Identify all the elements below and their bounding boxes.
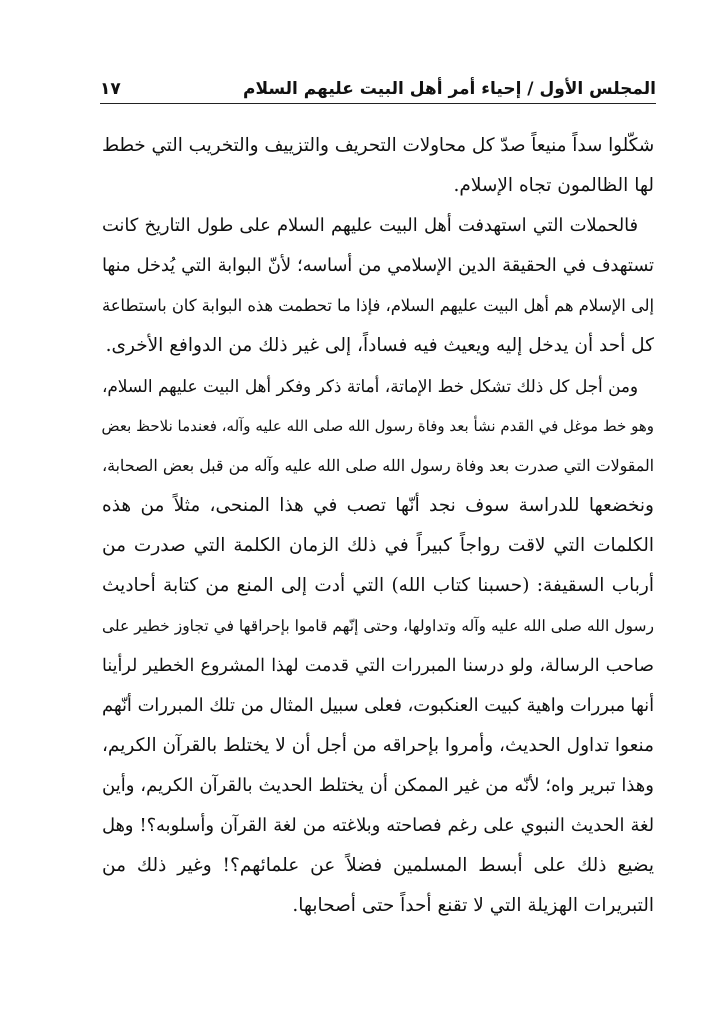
body-text	[102, 126, 654, 926]
text-line: تستهدف في الحقيقة الدين الإسلامي من أساسه؛ لأنّ البوابة التي يُدخل منها	[102, 256, 654, 276]
text-line: الكلمات التي لاقت رواجاً كبيراً في ذلك الزمان الكلمة التي صدرت من	[102, 535, 654, 556]
text-line: شكّلوا سداً منيعاً صدّ كل محاولات التحريف والتزييف والتخريب التي خطط	[102, 135, 654, 156]
text-line: رسول الله صلى الله عليه وآله وتداولها، وحتى إنّهم قاموا بإحراقها في تجاوز خطير على	[102, 617, 654, 635]
text-line: إلى الإسلام هم أهل البيت عليهم السلام، فإذا ما تحطمت هذه البوابة كان باستطاعة	[102, 296, 654, 315]
text-line: ونخضعها للدراسة سوف نجد أنّها تصب في هذا المنحى، مثلاً من هذه	[102, 495, 654, 516]
text-line: وهذا تبرير واه؛ لأنّه من غير الممكن أن يختلط الحديث بالقرآن الكريم، وأين	[102, 775, 654, 796]
text-line: وهو خط موغل في القدم نشأ بعد وفاة رسول الله صلى الله عليه وآله، فعندما نلاحظ بعض	[102, 417, 654, 435]
text-line: لغة الحديث النبوي على رغم فصاحته وبلاغته من لغة القرآن وأسلوبه؟! وهل	[102, 816, 654, 836]
text-line: المقولات التي صدرت بعد وفاة رسول الله صلى الله عليه وآله من قبل بعض الصحابة،	[102, 456, 654, 475]
page-number: ١٧	[100, 79, 121, 99]
text-line: أرباب السقيفة: (حسبنا كتاب الله) التي أدت إلى المنع من كتابة أحاديث	[102, 575, 654, 596]
text-line: منعوا تداول الحديث، وأمروا بإحراقه من أجل أن لا يختلط بالقرآن الكريم،	[102, 735, 654, 756]
text-line: التبريرات الهزيلة التي لا تقنع أحداً حتى أصحابها.	[292, 895, 654, 916]
text-line: أنها مبررات واهية كبيت العنكبوت، فعلى سبيل المثال من تلك المبررات أنّهم	[102, 696, 654, 716]
chapter-title: المجلس الأول / إحياء أمر أهل البيت عليهم السلام	[242, 79, 656, 99]
running-header	[100, 70, 656, 104]
text-line: كل أحد أن يدخل إليه ويعيث فيه فساداً، إلى غير ذلك من الدوافع الأخرى.	[105, 335, 654, 356]
text-line: فالحملات التي استهدفت أهل البيت عليهم السلام على طول التاريخ كانت	[102, 216, 638, 236]
text-line: لها الظالمون تجاه الإسلام.	[453, 175, 654, 196]
text-line: يضيع ذلك على أبسط المسلمين فضلاً عن علمائهم؟! وغير ذلك من	[102, 855, 654, 876]
text-line: ومن أجل كل ذلك تشكل خط الإماتة، أماتة ذكر وفكر أهل البيت عليهم السلام،	[102, 376, 638, 396]
text-line: صاحب الرسالة، ولو درسنا المبررات التي قدمت لهذا المشروع الخطير لرأينا	[102, 656, 654, 676]
